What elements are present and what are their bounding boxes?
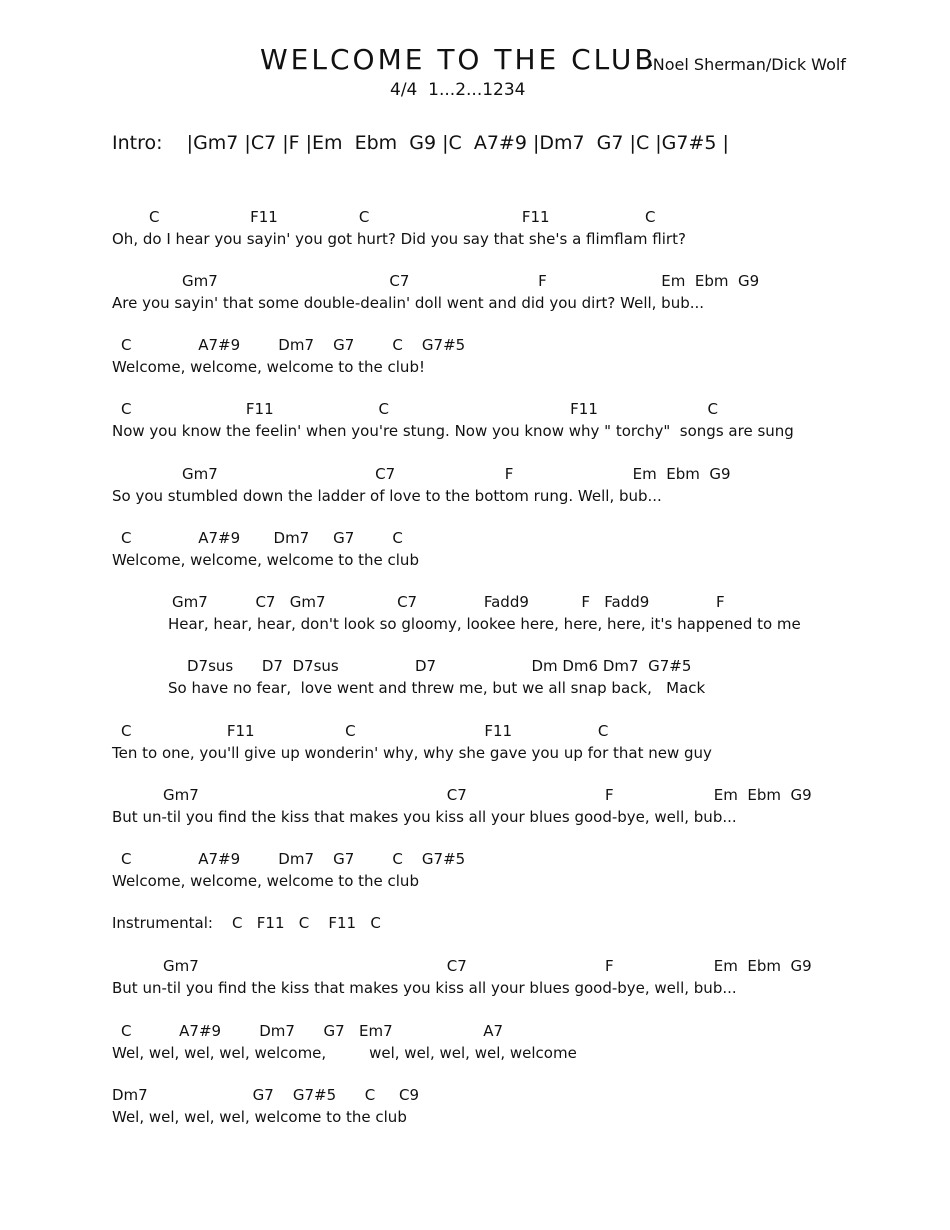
lyric-line: Are you sayin' that some double-dealin' doll went and did you dirt? Well, bub... [112,294,705,312]
song-authors: -Noel Sherman/Dick Wolf [647,55,846,74]
lyric-line: So you stumbled down the ladder of love to the bottom rung. Well, bub... [112,487,662,505]
lyric-line: Wel, wel, wel, wel, welcome, wel, wel, wel, wel, welcome [112,1044,577,1062]
chord-line: C A7#9 Dm7 G7 C G7#5 [121,850,466,868]
song-title: WELCOME TO THE CLUB [260,43,657,76]
chord-line: Gm7 C7 F Em Ebm G9 [163,786,812,804]
intro-chords: Intro: |Gm7 |C7 |F |Em Ebm G9 |C A7#9 |Dm7 G7 |C |G7#5 | [112,132,729,154]
chord-line: Dm7 G7 G7#5 C C9 [112,1086,420,1104]
instrumental-line: Instrumental: C F11 C F11 C [112,914,381,932]
chord-line: C F11 C F11 C [149,208,656,226]
lyric-line: Wel, wel, wel, wel, welcome to the club [112,1108,407,1126]
tempo-count: 4/4 1...2...1234 [390,80,526,100]
chord-line: Gm7 C7 Gm7 C7 Fadd9 F Fadd9 F [172,593,725,611]
chord-line: D7sus D7 D7sus D7 Dm Dm6 Dm7 G7#5 [187,657,692,675]
lyric-line: So have no fear, love went and threw me, but we all snap back, Mack [168,679,706,697]
lyric-line: But un-til you find the kiss that makes you kiss all your blues good-bye, well, bub... [112,808,737,826]
lyric-line: Welcome, welcome, welcome to the club [112,872,419,890]
chord-line: Gm7 C7 F Em Ebm G9 [182,272,760,290]
lyric-line: But un-til you find the kiss that makes you kiss all your blues good-bye, well, bub... [112,979,737,997]
chord-line: C A7#9 Dm7 G7 C G7#5 [121,336,466,354]
lyric-line: Hear, hear, hear, don't look so gloomy, lookee here, here, here, it's happened to me [168,615,801,633]
lyric-line: Welcome, welcome, welcome to the club [112,551,419,569]
chord-line: C F11 C F11 C [121,400,719,418]
lyric-line: Welcome, welcome, welcome to the club! [112,358,425,376]
chord-line: Gm7 C7 F Em Ebm G9 [163,957,812,975]
chord-line: Gm7 C7 F Em Ebm G9 [182,465,731,483]
chord-line: C A7#9 Dm7 G7 C [121,529,403,547]
lyric-line: Ten to one, you'll give up wonderin' why, why she gave you up for that new guy [112,744,712,762]
chord-line: C A7#9 Dm7 G7 Em7 A7 [121,1022,504,1040]
lyric-line: Oh, do I hear you sayin' you got hurt? Did you say that she's a flimflam flirt? [112,230,686,248]
chord-line: C F11 C F11 C [121,722,609,740]
lyric-line: Now you know the feelin' when you're stung. Now you know why " torchy" songs are sung [112,422,794,440]
